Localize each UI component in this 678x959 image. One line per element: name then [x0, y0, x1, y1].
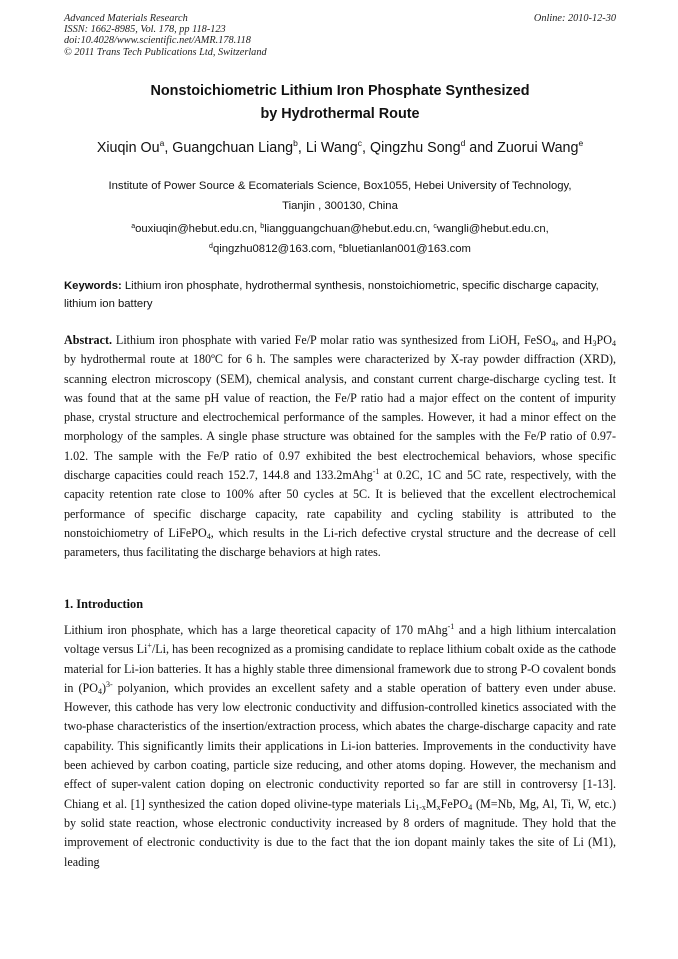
intro-text: polyanion, which provides an excellent safety and a stable operation of battery even under abuse. However, this cathode has very low electronic conductivity and diffusion-controlled kinetics associated with the two-phase characteristics of the insertion/extraction process, which abates the charge-discharge capacity and rate capability. This significantly limits their applications in Li-ion batteries. Improvements in the conductivity have been achieved by carbon coating, particle size reducing, and other atoms doping. However, the mechanism and effect of super-valent cation doping on electronic conductivity reported so far are still in controversy [1-13]. Chiang et al. [1] synthesized the cation doped olivine-type materials Li: [64, 680, 616, 811]
affiliation: [64, 177, 616, 216]
superscript: -1: [372, 467, 380, 477]
author-and: and: [465, 140, 498, 156]
title-line-2: by Hydrothermal Route: [260, 106, 420, 122]
author-mark: c: [357, 138, 362, 148]
keywords-text: Lithium iron phosphate, hydrothermal synthesis, nonstoichiometric, specific discharge capacity, lithium ion battery: [64, 280, 599, 310]
author-mark: a: [159, 138, 165, 148]
copyright-line: © 2011 Trans Tech Publications Ltd, Switzerland: [64, 46, 267, 58]
author-name: Guangchuan Liang: [172, 140, 294, 156]
author-separator: ,: [362, 140, 370, 156]
abstract-text: at 0.2C, 1C and 5C rate, respectively, with the capacity retention rate close to 100% after 50 cycles at 5C. It is believed that the excellent electrochemical performance of specific discharge capacity, rate capability and cycling stability is attributed to the nonstoichiometry of LiFePO: [64, 468, 616, 540]
journal-header: [64, 13, 616, 58]
doi-line: doi:10.4028/www.scientific.net/AMR.178.118: [64, 35, 251, 47]
superscript: -1: [447, 622, 455, 631]
subscript: 4: [97, 686, 102, 696]
email-address[interactable]: liangguangchuan@hebut.edu.cn: [264, 223, 428, 235]
author-separator: ,: [297, 140, 306, 156]
author-mark: b: [293, 138, 298, 148]
journal-name: Advanced Materials Research: [64, 13, 188, 24]
email-line-2: $^d$qingzhu0812@163.com, $^e$bluetianlan001@163.com: [209, 242, 471, 255]
author-mark: d: [460, 138, 466, 148]
subscript: 4: [206, 531, 211, 541]
email-address[interactable]: wangli@hebut.edu.cn,: [436, 223, 549, 235]
section-heading: 1. Introduction: [64, 597, 144, 611]
email-mark: c: [433, 223, 437, 230]
abstract-text: Lithium iron phosphate with varied Fe/P molar ratio was synthesized from LiOH, FeSO: [112, 333, 552, 347]
subscript: 4: [468, 802, 473, 812]
superscript: +: [147, 641, 152, 651]
intro-text: /Li, has been recognized as a promising candidate to replace lithium cobalt oxide as the cathode material for Li-ion batteries. It has a highly stable three dimensional framework due to strong P-O covalent bonds in (PO: [64, 642, 616, 695]
intro-text: ): [101, 680, 106, 695]
keywords: [64, 278, 616, 313]
author-name: Qingzhu Song: [369, 140, 461, 156]
abstract-text: PO: [596, 333, 612, 347]
abstract-text: , which results in the Li-rich defective crystal structure and the decrease of cell parameters, thus facilitating the discharge behaviors at high rates.: [64, 525, 616, 560]
author-list: [40, 140, 640, 156]
paper-title: [64, 80, 616, 126]
email-address[interactable]: ouxiuqin@hebut.edu.cn: [135, 223, 254, 235]
affiliation-line-1: Institute of Power Source & Ecomaterials Science, Box1055, Hebei University of Technology,: [108, 180, 572, 192]
online-date: Online: 2010-12-30: [533, 13, 616, 24]
author-separator: ,: [164, 140, 173, 156]
intro-text: (M=Nb, Mg, Al, Ti, W, etc.) by solid state reaction, whose electronic conductivity increased by 8 orders of magnitude. They hold that the improvement of electronic conductivity is due to the fact that the ion dopant mainly takes the site of Li (M1), leading: [64, 796, 617, 869]
keywords-label: Keywords:: [64, 280, 122, 292]
abstract-text: , and H: [555, 333, 593, 347]
superscript: 3-: [105, 679, 113, 689]
email-mark: d: [209, 242, 213, 250]
title-line-1: Nonstoichiometric Lithium Iron Phosphate Synthesized: [150, 83, 530, 99]
author-name: Li Wang: [305, 140, 358, 156]
introduction-text: [64, 621, 616, 872]
issn-line: ISSN: 1662-8985, Vol. 178, pp 118-123: [64, 24, 226, 36]
author-name: Zuorui Wang: [497, 140, 579, 156]
subscript: x: [436, 802, 441, 812]
email-list: [64, 220, 616, 259]
abstract: [64, 331, 616, 563]
abstract-text: by hydrothermal route at 180ºC for 6 h. The samples were characterized by X-ray powder diffraction (XRD), scanning electron microscopy (SEM), chemical analysis, and constant current charge-discharge cycling test. It was found that at the same pH value of reaction, the Fe/P ratio had a major effect on the content of impurity phase, crystal structure and electrochemical performance of the samples. However, it had a minor effect on the morphology of the samples. A single phase structure was obtained for the samples with the Fe/P ratio of 0.97-1.02. The sample with the Fe/P ratio of 0.97 exhibited the best electrochemical behaviors, whose specific discharge capacities could reach 152.7, 144.8 and 133.2mAhg: [64, 352, 616, 483]
email-address[interactable]: qingzhu0812@163.com: [212, 242, 333, 255]
subscript: 4: [612, 339, 616, 348]
author-mark: e: [578, 138, 584, 148]
email-mark: e: [338, 242, 343, 250]
email-mark: b: [260, 223, 265, 230]
subscript: 3: [592, 339, 597, 348]
abstract-label: Abstract.: [64, 333, 113, 347]
email-line-1: $^a$ouxiuqin@hebut.edu.cn, $^b$liangguangchuan@hebut.edu.cn, $^c$wangli@hebut.edu.cn,: [131, 223, 549, 235]
email-mark: a: [131, 223, 136, 230]
subscript: 1-x: [415, 802, 426, 812]
intro-text: M: [425, 796, 437, 811]
email-address[interactable]: bluetianlan001@163.com: [342, 242, 471, 255]
intro-text: Lithium iron phosphate, which has a large theoretical capacity of 170 mAhg: [64, 623, 448, 637]
affiliation-line-2: Tianjin , 300130, China: [282, 199, 398, 212]
author-name: Xiuqin Ou: [96, 140, 160, 156]
subscript: 4: [551, 339, 556, 348]
intro-text: FePO: [440, 796, 469, 811]
intro-text: and a high lithium intercalation voltage versus Li: [64, 623, 617, 657]
